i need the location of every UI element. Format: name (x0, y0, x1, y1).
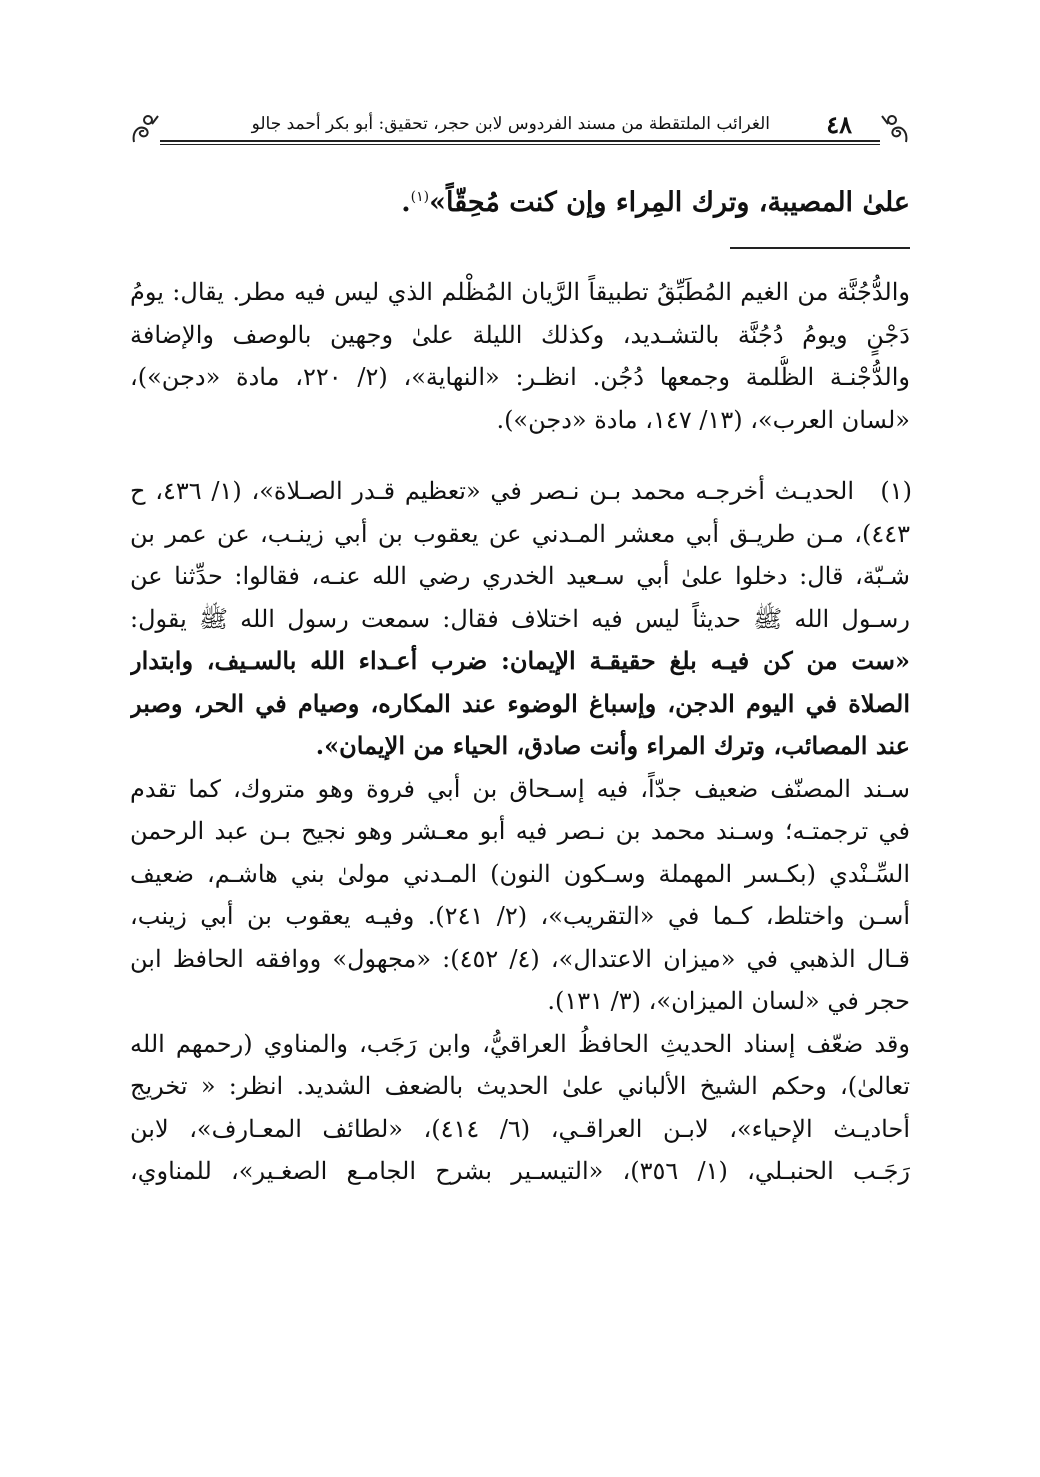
page-number: ٤٨ (826, 110, 852, 139)
footnote-1 (130, 470, 910, 1193)
footnote-line: رَجَـب الحنبـلي، (١/ ٣٥٦)، «التيسـير بشرح الجامـع الصغـير»، للمناوي، (130, 1157, 910, 1185)
left-ornament-icon (130, 112, 160, 146)
hadith-text-line: «ست من كن فيـه بلغ حقيقـة الإيمان: ضرب أعـداء الله بالسـيف، وابتدار (130, 646, 910, 675)
footnote-line: والدُّجْنـة الظُّلمة وجمعها دُجُن. انظـر: «النهاية»، (٢/ ٢٢٠، مادة «دجن»)، (130, 363, 910, 391)
main-text: علىٰ المصيبة، وترك المِراء وإن كنت مُحِقّاً» (429, 187, 910, 218)
footnote-line: ٤٤٣)، مـن طريـق أبي معشر المـدني عن يعقوب بن أبي زينـب، عن عمر بن (130, 519, 910, 548)
footnote-line: «لسان العرب»، (١٣/ ١٤٧، مادة «دجن»). (496, 405, 910, 434)
running-title: الغرائب الملتقطة من مسند الفردوس لابن حجر، تحقيق: أبو بكر أحمد جالو (251, 114, 770, 134)
hadith-text-line: الصلاة في اليوم الدجن، وإسباغ الوضوء عند المكاره، وصيام في الحر، وصبر (130, 688, 910, 718)
footnote-line: السِّـنْدي (بكـسر المهملة وسـكون النون) المـدني مولىٰ بني هاشـم، ضعيف (130, 859, 910, 888)
header-rule (160, 140, 880, 142)
footnote-continuation (130, 271, 910, 441)
footnote-line: أحاديـث الإحياء»، لابـن العراقـي، (٦/ ٤١٤)، «لطائف المعـارف»، لابن (130, 1114, 910, 1143)
footnote-line: وقد ضعّف إسناد الحديثِ الحافظُ العراقيُّ، وابن رَجَب، والمناوي (رحمهم الله (130, 1029, 910, 1058)
main-text-end: . (401, 187, 411, 218)
footnote-number: (١) (880, 477, 912, 505)
note-reference: (١) (410, 189, 430, 205)
hadith-text-line: عند المصائب، وترك المراء وأنت صادق، الحياء من الإيمان». (315, 731, 910, 760)
footnote-line: قـال الذهبي في «ميزان الاعتدال»، (٤/ ٤٥٢): «مجهول» ووافقه الحافظ ابن (130, 944, 910, 973)
footnote-line: في ترجمتـه؛ وسـند محمد بن نـصر فيه أبو معـشر وهو نجيح بـن عبد الرحمن (130, 817, 910, 845)
footnote-line: أسـن واختلط، كـما في «التقريب»، (٢/ ٢٤١). وفيـه يعقوب بن أبي زينب، (130, 902, 910, 930)
main-text-line (130, 172, 910, 228)
running-header (130, 112, 910, 148)
footnote-line: حجر في «لسان الميزان»، (٣/ ١٣١). (547, 987, 910, 1015)
footnote-line: الحديـث أخرجـه محمد بـن نـصر في «تعظيم قـدر الصـلاة»، (١/ ٤٣٦، ح (130, 477, 855, 505)
footnote-line: شـبّة، قال: دخلوا علىٰ أبي سـعيد الخدري رضي الله عنـه، فقالوا: حدِّثنا عن (130, 562, 910, 590)
header-rule-thin (160, 144, 880, 145)
footnote-separator (730, 247, 910, 249)
right-ornament-icon (880, 112, 910, 146)
footnote-line: رسـول الله ﷺ حديثاً ليس فيه اختلاف فقال: سمعت رسول الله ﷺ يقول: (130, 604, 910, 633)
footnote-line: سـند المصنّف ضعيف جدّاً، فيه إسـحاق بن أبي فروة وهو متروك، كما تقدم (130, 774, 910, 803)
footnote-line: تعالىٰ)، وحكم الشيخ الألباني علىٰ الحديث بالضعف الشديد. انظر: « تخريج (130, 1072, 910, 1100)
footnote-line: دَجْنٍ ويومُ دُجُنَّة بالتشـديد، وكذلك الليلة علىٰ وجهين بالوصف والإضافة (130, 320, 910, 349)
footnote-line: والدُّجُنَّة من الغيم المُطَبِّقُ تطبيقاً الرَّيان المُظْلم الذي ليس فيه مطر. يقال: يومُ (130, 278, 910, 306)
